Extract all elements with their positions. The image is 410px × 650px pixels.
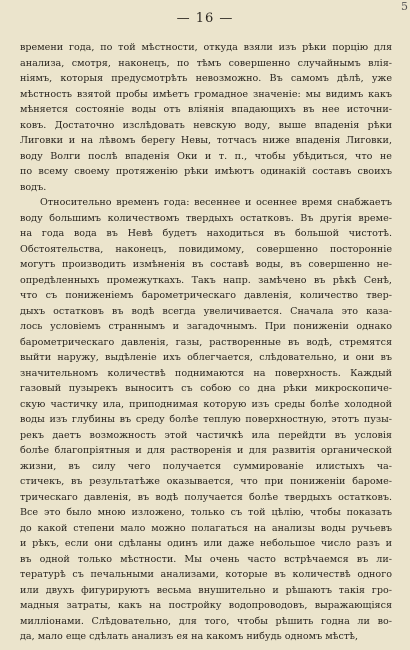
text-line: по всему своему протяженію рѣки имѣютъ одинакій составъ своихъ: [20, 166, 392, 177]
text-line: барометрическаго давленія, газы, растворенные въ водѣ, стремятся: [20, 336, 392, 348]
text-line: мѣняется состояніе воды отъ вліянія впадающихъ въ нее источни-: [20, 104, 392, 115]
text-line: Лиговки и на лѣвомъ берегу Невы, тотчасъ ниже впаденія Лиговки,: [20, 135, 392, 146]
text-line: газовый пузырекъ выноситъ съ собою со дна рѣки микроскопиче-: [20, 383, 392, 394]
text-line: мѣстность взятой пробы имѣетъ громадное значеніе: мы видимъ какъ: [20, 88, 392, 100]
text-line: скую частичку ила, приподнимая которую изъ среды болѣе холодной: [20, 398, 392, 410]
text-line: тературѣ съ печальными анализами, которые въ количествѣ одного: [20, 569, 392, 580]
text-line: стичекъ, въ результатѣже оказывается, что при пониженіи бароме-: [20, 476, 392, 487]
text-line: да, мало еще сдѣлать анализъ ея на какомъ нибудь одномъ мѣстѣ,: [20, 631, 358, 642]
text-line: трическаго давленія, въ водѣ получается болѣе твердыхъ остатковъ.: [20, 491, 392, 503]
page-number: — 16 —: [176, 11, 234, 26]
paragraph: [20, 195, 392, 645]
text-line: выйти наружу, выдѣленіе ихъ облегчается, слѣдовательно, и они въ: [20, 352, 392, 363]
text-line: что съ пониженіемъ барометрическаго давленія, количество твер-: [20, 290, 392, 301]
text-line: Все это было мною изложено, только съ той цѣлію, чтобы показать: [20, 507, 392, 518]
text-line: жизни, въ силу чего получается суммированіе илистыхъ ча-: [20, 460, 392, 472]
text-line: ніямъ, которыя предусмотрѣть невозможно. Въ самомъ дѣлѣ, уже: [20, 73, 392, 84]
text-line: опредѣленныхъ промежуткахъ. Такъ напр. замѣчено въ рѣкѣ Сенѣ,: [20, 274, 392, 286]
text-line: милліонами. Слѣдовательно, для того, чтобы рѣшить годна ли во-: [20, 615, 392, 627]
text-line: на года вода въ Невѣ будетъ находиться въ большой чистотѣ.: [20, 228, 392, 239]
text-line: воду большимъ количествомъ твердыхъ остатковъ. Въ другія време-: [20, 212, 392, 224]
text-line: воду Волги послѣ впаденія Оки и т. п., чтобы убѣдиться, что не: [20, 150, 392, 162]
text-line: рекъ даетъ возможность этой частичкѣ ила перейдти въ условія: [20, 429, 392, 441]
text-line: болѣе благопріятныя и для растворенія и для развитія органической: [20, 445, 392, 456]
text-line: Обстоятельства, наконецъ, повидимому, совершенно посторонніе: [20, 243, 392, 255]
text-line: и рѣкъ, если они сдѣланы одинъ или даже небольшое число разъ и: [20, 538, 392, 549]
text-line: до какой степени мало можно полагаться на анализы воды ручьевъ: [20, 522, 392, 534]
text-line: или двухъ фигурируютъ весьма внушительно и рѣшаютъ такія гро-: [20, 584, 392, 596]
text-line: Относительно временъ года: весеннее и осеннее время снабжаетъ: [40, 197, 392, 208]
text-line: могутъ производить измѣненія въ составѣ воды, въ совершенно не-: [20, 259, 392, 270]
text-line: анализа, смотря, наконецъ, по тѣмъ совершенно случайнымъ влія-: [20, 57, 392, 69]
text-line: водъ.: [20, 181, 47, 193]
text-line: лось условіемъ страннымъ и загадочнымъ. При пониженіи однако: [20, 321, 392, 332]
text-line: времени года, по той мѣстности, откуда взяли изъ рѣки порцію для: [20, 42, 392, 53]
page-body-text: [20, 40, 392, 645]
text-line: воды изъ глубины въ среду болѣе теплую поверхностную, этотъ пузы-: [20, 414, 392, 425]
text-line: въ одной только мѣстности. Мы очень часто встрѣчаемся въ ли-: [20, 553, 392, 565]
paragraph: [20, 40, 392, 195]
text-line: значительномъ количествѣ поднимаются на поверхность. Каждый: [20, 367, 392, 379]
text-line: ковъ. Достаточно изслѣдовать невскую воду, выше впаденія рѣки: [20, 119, 392, 131]
text-line: мадныя затраты, какъ на постройку водопроводовъ, выражающіяся: [20, 600, 392, 611]
corner-mark: 5: [401, 0, 408, 13]
text-line: дыхъ остатковъ въ водѣ всегда увеличивается. Сначала это каза-: [20, 305, 392, 317]
